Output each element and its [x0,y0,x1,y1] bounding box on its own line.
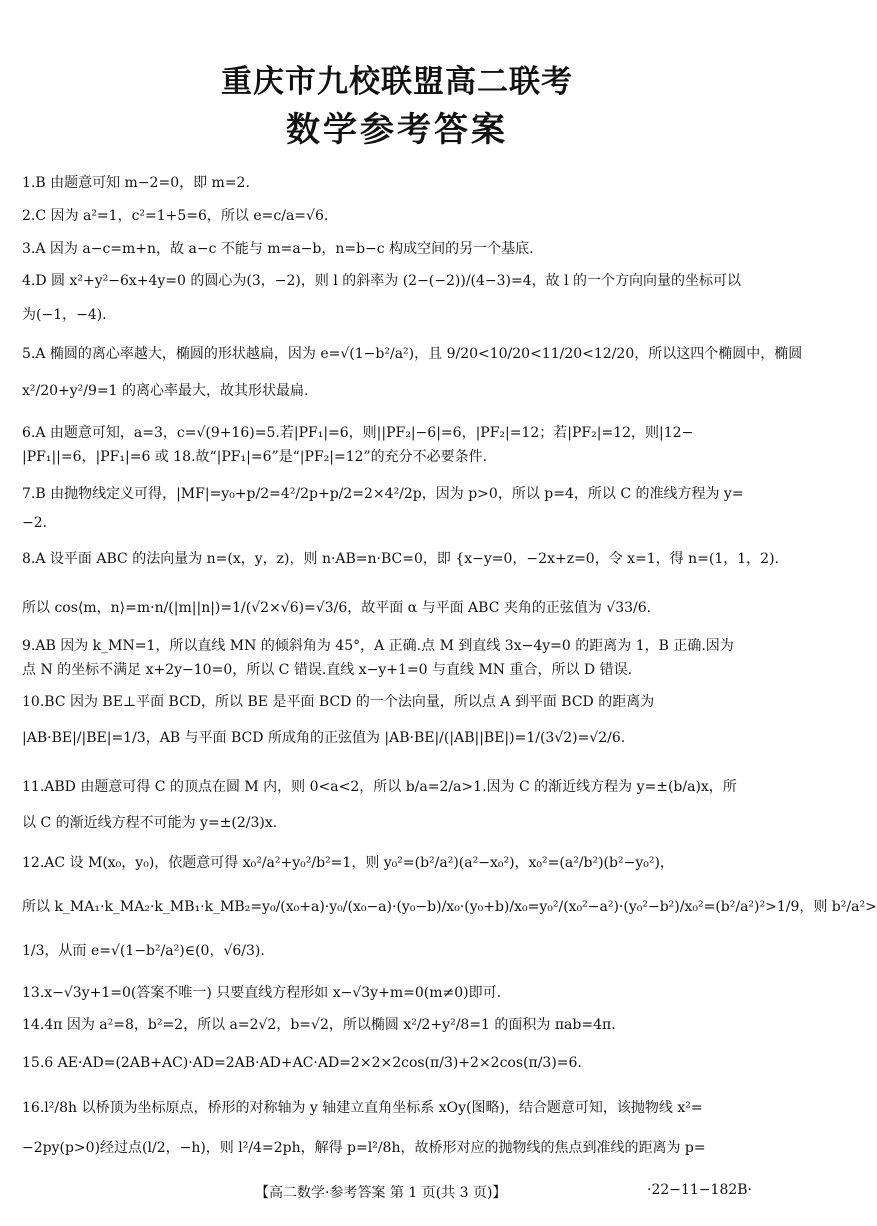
answer-line: 所以 k_MA₁·k_MA₂·k_MB₁·k_MB₂=y₀/(x₀+a)·y₀/(x₀−a)·(y₀−b)/x₀·(y₀+b)/x₀=y₀²/(x₀²−a²)·(y₀²−b²)/x₀²=(b²/a²)²>1/9，则 b²/a²> [22,899,877,915]
answer-line: 点 N 的坐标不满足 x+2y−10=0，所以 C 错误.直线 x−y+1=0 与直线 MN 重合，所以 D 错误. [22,662,633,678]
answer-line: 5.A 椭圆的离心率越大，椭圆的形状越扁，因为 e=√(1−b²/a²)，且 9/20<10/20<11/20<12/20，所以这四个椭圆中，椭圆 [22,346,803,362]
answer-line: −2. [22,515,48,531]
answer-line: 所以 cos⟨m，n⟩=m·n/(|m||n|)=1/(√2×√6)=√3/6，故平面 α 与平面 ABC 夹角的正弦值为 √33/6. [22,600,652,616]
answer-line: 14.4π 因为 a²=8，b²=2，所以 a=2√2，b=√2，所以椭圆 x²/2+y²/8=1 的面积为 πab=4π. [22,1017,616,1033]
answer-line: 4.D 圆 x²+y²−6x+4y=0 的圆心为(3，−2)，则 l 的斜率为 (2−(−2))/(4−3)=4，故 l 的一个方向向量的坐标可以 [22,273,742,289]
answer-line: 1.B 由题意可知 m−2=0，即 m=2. [22,175,250,191]
answer-line: 3.A 因为 a−c=m+n，故 a−c 不能与 m=a−b，n=b−c 构成空间的另一个基底. [22,241,534,257]
answer-line: x²/20+y²/9=1 的离心率最大，故其形状最扁. [22,383,309,399]
answer-line: 6.A 由题意可知，a=3，c=√(9+16)=5.若|PF₁|=6，则||PF₂|−6|=6，|PF₂|=12；若|PF₂|=12，则|12− [22,425,694,441]
answer-line: |AB·BE|/|BE|=1/3，AB 与平面 BCD 所成角的正弦值为 |AB·BE|/(|AB||BE|)=1/(3√2)=√2/6. [22,730,626,746]
answer-line: 2.C 因为 a²=1，c²=1+5=6，所以 e=c/a=√6. [22,208,329,224]
answer-line: 9.AB 因为 k_MN=1，所以直线 MN 的倾斜角为 45°，A 正确.点 M 到直线 3x−4y=0 的距离为 1，B 正确.因为 [22,638,734,654]
answer-line: 以 C 的渐近线方程不可能为 y=±(2/3)x. [22,815,278,831]
footer-page-info: 【高二数学·参考答案 第 1 页(共 3 页)】 [255,1185,507,1201]
answer-line: −2py(p>0)经过点(l/2，−h)，则 l²/4=2ph，解得 p=l²/8h，故桥形对应的抛物线的焦点到准线的距离为 p= [22,1140,706,1156]
title-line2: 数学参考答案 [286,110,508,150]
answer-line: 7.B 由抛物线定义可得，|MF|=y₀+p/2=4²/2p+p/2=2×4²/2p，因为 p>0，所以 p=4，所以 C 的准线方程为 y= [22,486,744,502]
answer-line: 11.ABD 由题意可得 C 的顶点在圆 M 内，则 0<a<2，所以 b/a=2/a>1.因为 C 的渐近线方程为 y=±(b/a)x，所 [22,779,737,795]
answer-line: 16.l²/8h 以桥顶为坐标原点，桥形的对称轴为 y 轴建立直角坐标系 xOy(图略)，结合题意可知，该抛物线 x²= [22,1100,703,1116]
title-line1: 重庆市九校联盟高二联考 [221,64,573,100]
answer-line: 1/3，从而 e=√(1−b²/a²)∈(0，√6/3). [22,943,265,959]
answer-line: 12.AC 设 M(x₀，y₀)，依题意可得 x₀²/a²+y₀²/b²=1，则 y₀²=(b²/a²)(a²−x₀²)，x₀²=(a²/b²)(b²−y₀²)， [22,855,674,871]
answer-line: 为(−1，−4). [22,307,107,323]
footer-code: ·22−11−182B· [647,1182,752,1198]
answer-line: |PF₁||=6，|PF₁|=6 或 18.故“|PF₁|=6”是“|PF₂|=12”的充分不必要条件. [22,449,488,465]
answer-line: 15.6 AE·AD=(2AB+AC)·AD=2AB·AD+AC·AD=2×2×2cos(π/3)+2×2cos(π/3)=6. [22,1055,582,1071]
answer-line: 8.A 设平面 ABC 的法向量为 n=(x，y，z)，则 n·AB=n·BC=0，即 {x−y=0，−2x+z=0，令 x=1，得 n=(1，1，2). [22,551,779,567]
answer-line: 13.x−√3y+1=0(答案不唯一) 只要直线方程形如 x−√3y+m=0(m≠0)即可. [22,985,502,1001]
answer-line: 10.BC 因为 BE⊥平面 BCD，所以 BE 是平面 BCD 的一个法向量，所以点 A 到平面 BCD 的距离为 [22,694,655,710]
